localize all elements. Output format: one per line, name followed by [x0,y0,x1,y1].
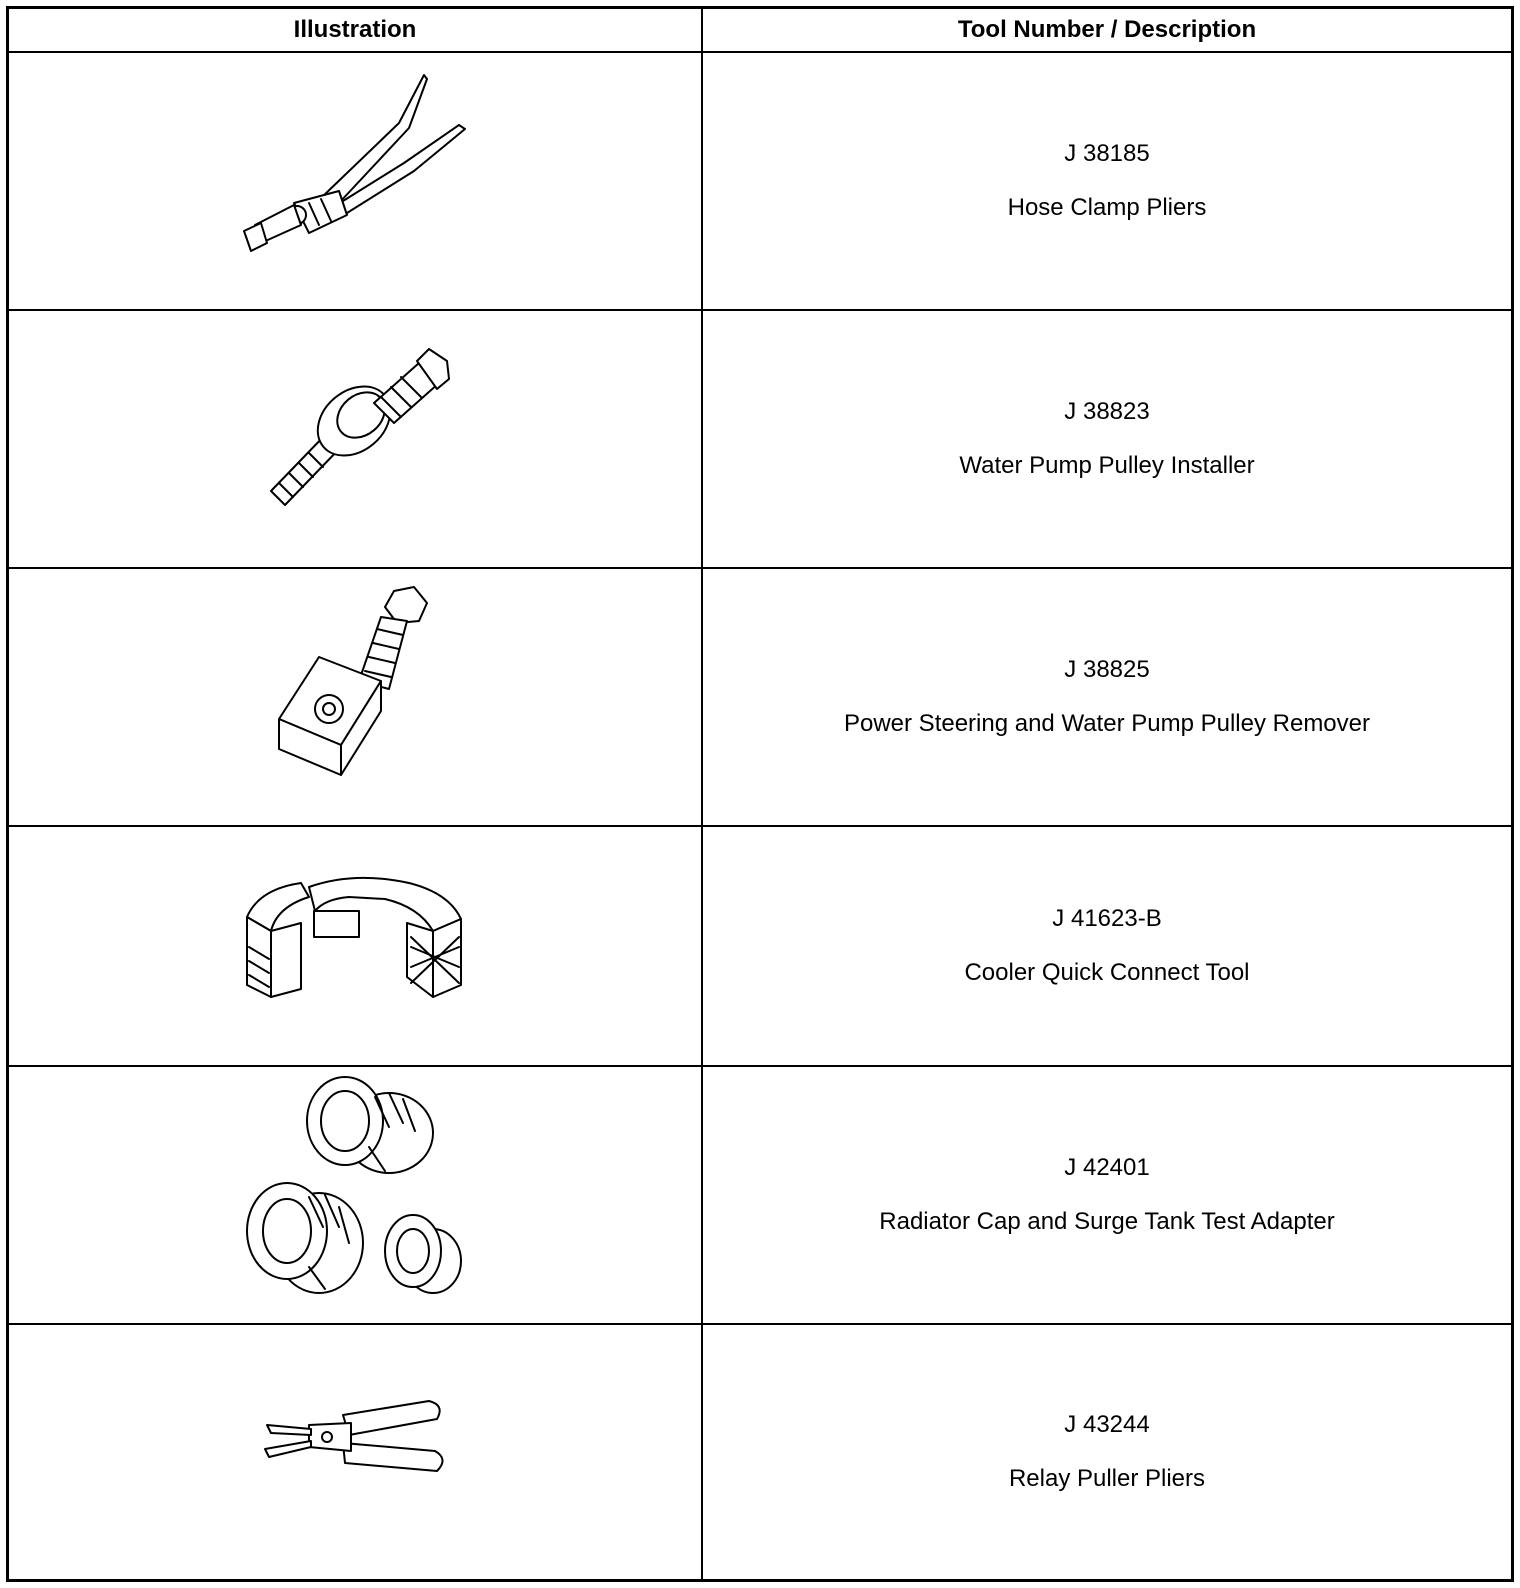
tool-cell [703,53,1511,309]
tool-description: Water Pump Pulley Installer [959,452,1255,479]
tool-number: J 38185 [1064,140,1150,167]
column-divider [701,9,703,1579]
quick-connect-tool-icon [9,827,701,1065]
table-header [9,9,1511,53]
header-illustration: Illustration [293,16,417,43]
table-row [9,1325,1511,1579]
tool-cell [703,311,1511,567]
table-row [9,569,1511,827]
hose-clamp-pliers-icon [9,53,701,309]
table-row [9,53,1511,311]
pulley-remover-icon [9,569,701,825]
tool-description: Power Steering and Water Pump Pulley Remover [843,710,1370,737]
tool-cell [703,1067,1511,1323]
tool-number: J 42401 [1064,1154,1150,1181]
header-tool-number-description: Tool Number / Description [957,16,1257,43]
tool-description: Relay Puller Pliers [1008,1465,1206,1492]
tool-cell [703,827,1511,1065]
test-adapter-icon [9,1067,701,1323]
table-row [9,311,1511,569]
tool-description: Hose Clamp Pliers [1007,194,1207,221]
tool-number: J 38825 [1064,656,1150,683]
tool-description: Radiator Cap and Surge Tank Test Adapter [879,1208,1335,1235]
tool-number: J 43244 [1064,1411,1150,1438]
tool-description: Cooler Quick Connect Tool [964,959,1250,986]
relay-puller-pliers-icon [9,1325,701,1579]
tool-cell [703,1325,1511,1579]
special-tools-table [6,6,1514,1582]
table-row [9,827,1511,1067]
tool-cell [703,569,1511,825]
tool-number: J 38823 [1064,398,1150,425]
tool-number: J 41623-B [1052,905,1162,932]
table-row [9,1067,1511,1325]
pulley-installer-icon [9,311,701,567]
